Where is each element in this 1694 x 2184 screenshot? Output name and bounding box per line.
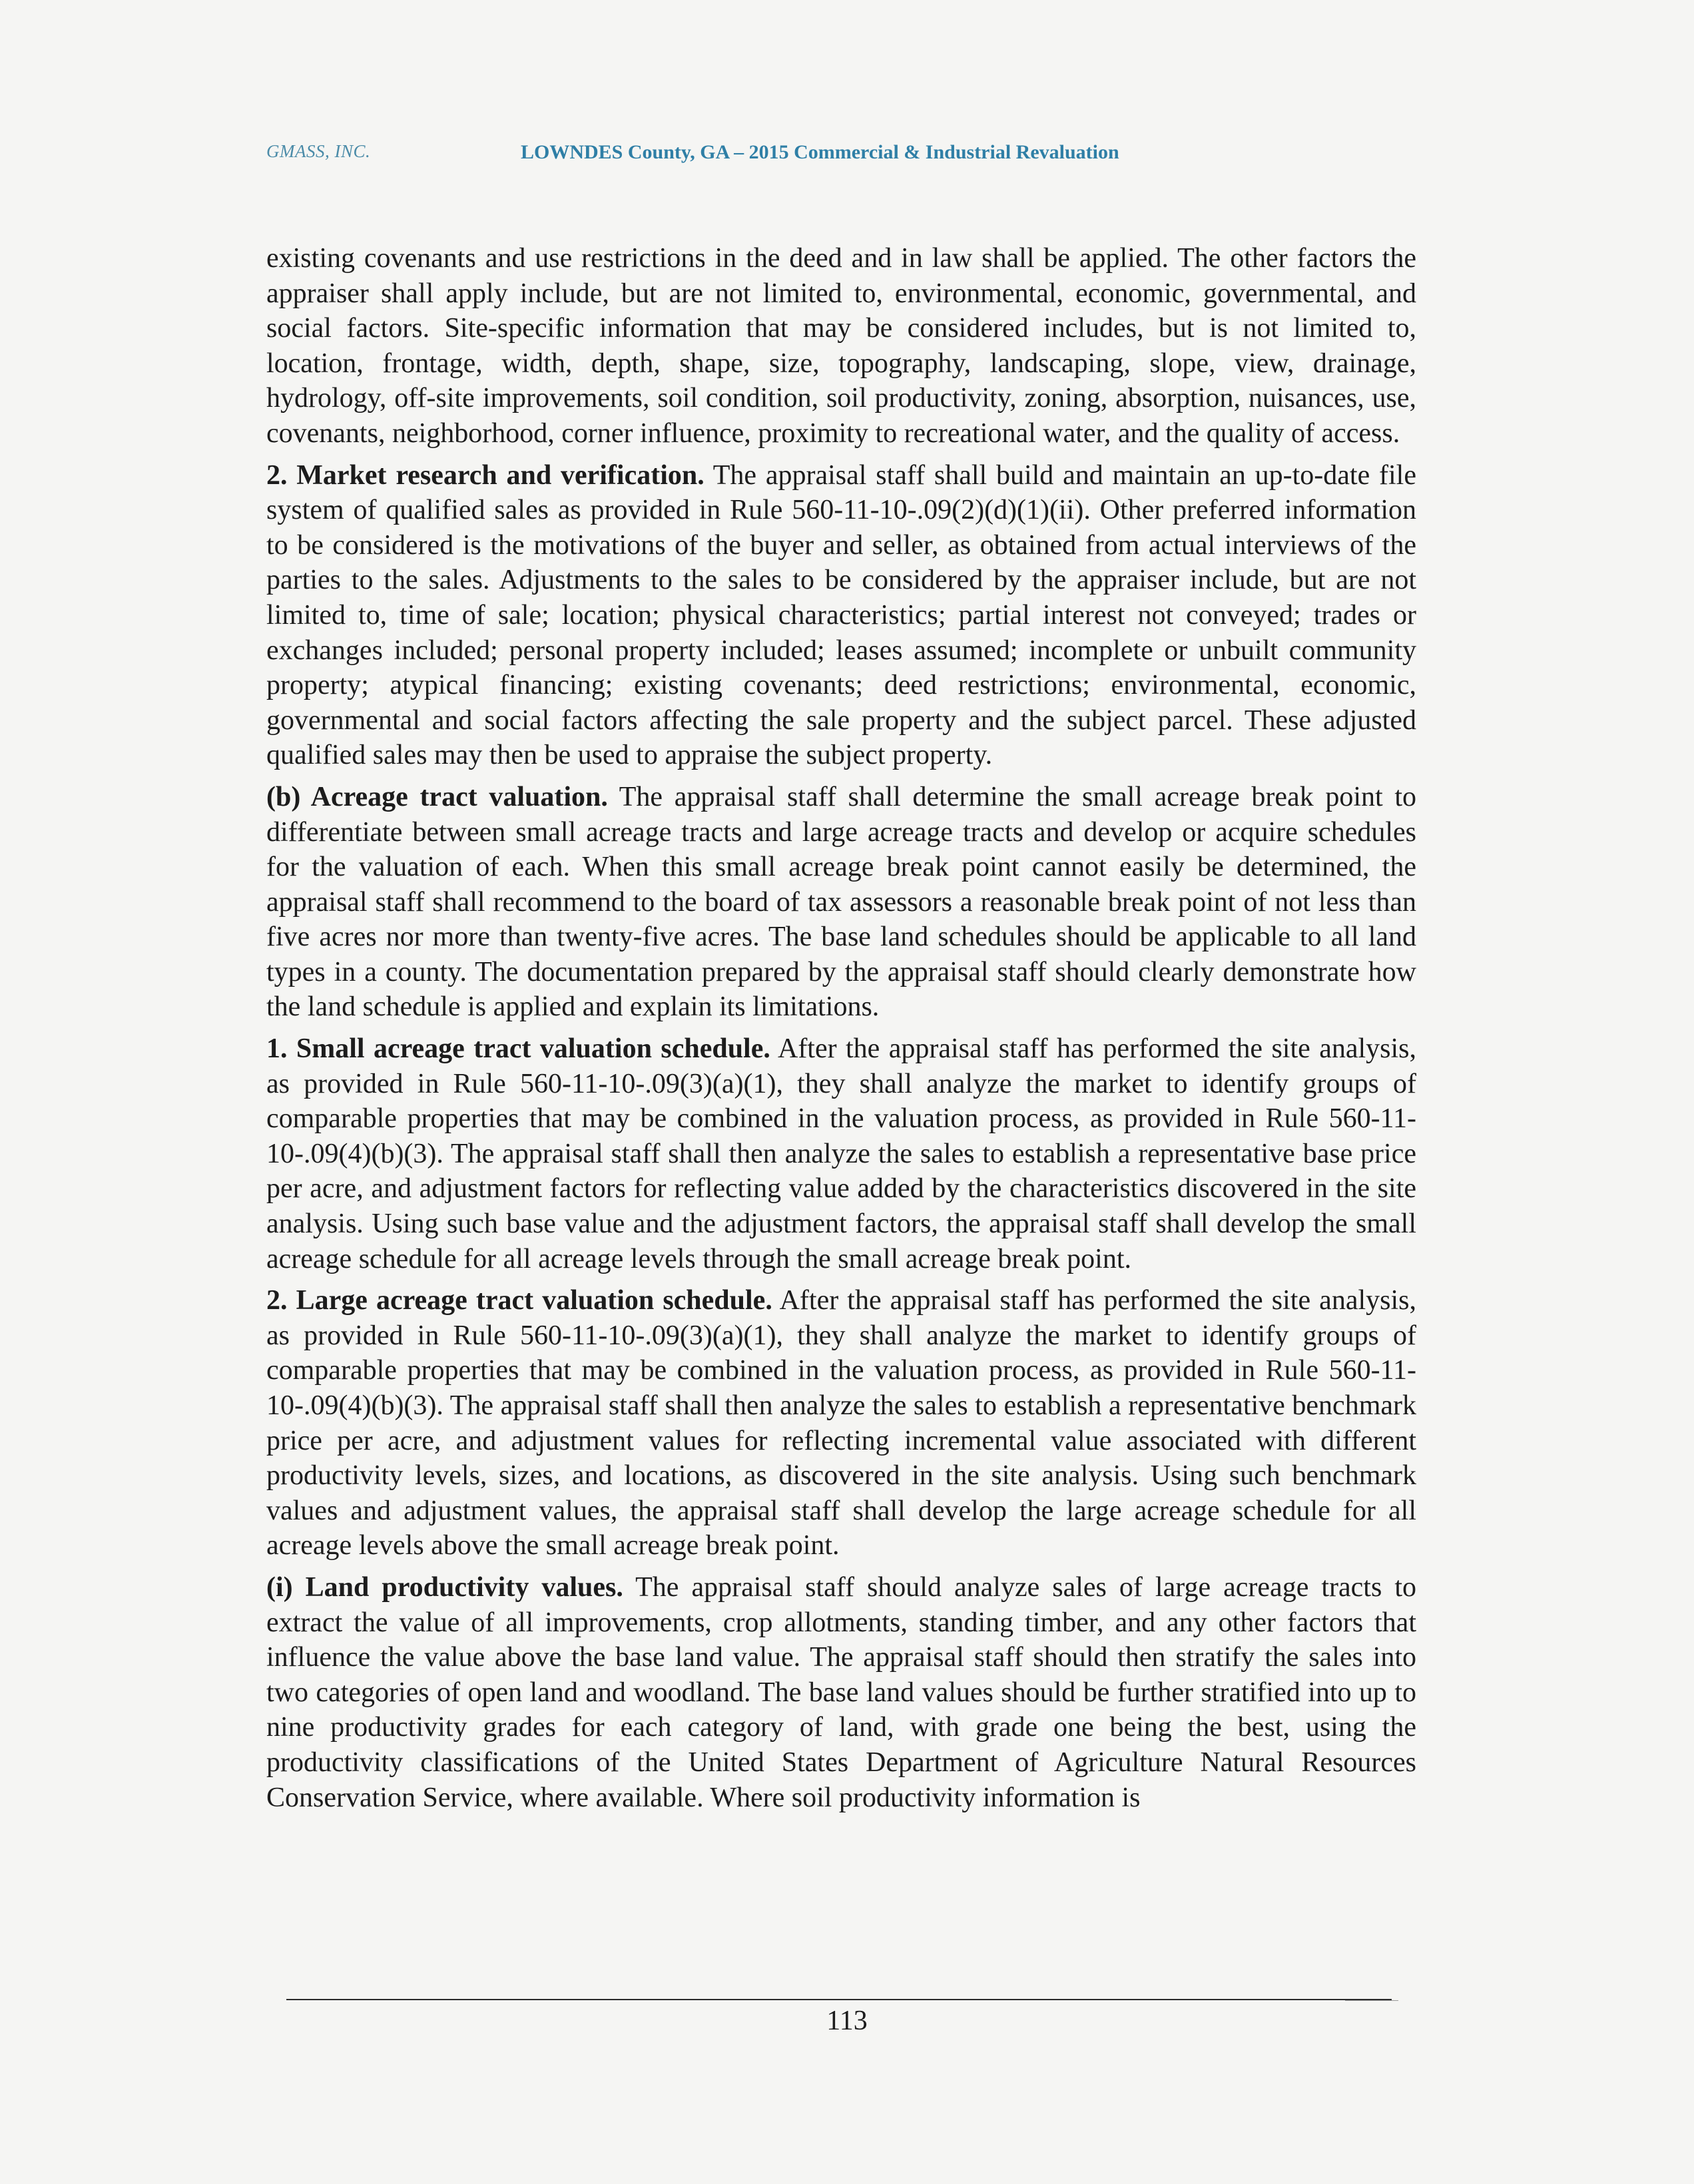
paragraph-heading: 2. Market research and verification. [266,459,705,491]
paragraph-heading: 2. Large acreage tract valuation schedule. [266,1285,772,1316]
paragraph-heading: (b) Acreage tract valuation. [266,781,608,812]
paragraph-text: existing covenants and use restrictions in the deed and in law shall be applied. The other factors the appraiser shall apply include, but are not limited to, environmental, economic, governmental, and social factors. Site-specific information that may be considered includes, but is not limited to, location, frontage, width, depth, shape, size, topography, landscaping, slope, view, drainage, hydrology, off-site improvements, soil condition, soil productivity, zoning, absorption, nuisances, use, covenants, neighborhood, corner influence, proximity to recreational water, and the quality of access. [266,243,1416,449]
header-company: GMASS, INC. [266,141,371,161]
page-header [266,141,1465,174]
header-title: LOWNDES County, GA – 2015 Commercial & Industrial Revaluation [521,141,1119,163]
paragraph-text: After the appraisal staff has performed the site analysis, as provided in Rule 560-11-10-.09(3)(a)(1), they shall analyze the market to identify groups of comparable properties that may be combined in the valuation process, as provided in Rule 560-11-10-.09(4)(b)(3). The appraisal staff shall then analyze the sales to establish a representative benchmark price per acre, and adjustment values for reflecting incremental value associated with different productivity levels, sizes, and locations, as discovered in the site analysis. Using such benchmark values and adjustment values, the appraisal staff shall develop the large acreage schedule for all acreage levels above the small acreage break point. [266,1285,1416,1561]
paragraph-text: The appraisal staff shall build and maintain an up-to-date file system of qualified sales as provided in Rule 560-11-10-.09(2)(d)(1)(ii). Other preferred information to be considered is the motivations of the buyer and seller, as obtained from actual interviews of the parties to the sales. Adjustments to the sales to be considered by the appraiser include, but are not limited to, time of sale; location; physical characteristics; partial interest not conveyed; trades or exchanges included; personal property included; leases assumed; incomplete or unbuilt community property; atypical financing; existing covenants; deed restrictions; environmental, economic, governmental and social factors affecting the sale property and the subject parcel. These adjusted qualified sales may then be used to appraise the subject property. [266,459,1416,771]
paragraph-text: The appraisal staff should analyze sales of large acreage tracts to extract the value of all improvements, crop allotments, standing timber, and any other factors that influence the value above the base land value. The appraisal staff should then stratify the sales into two categories of open land and woodland. The base land values should be further stratified into up to nine productivity grades for each category of land, with grade one being the best, using the productivity classifications of the United States Department of Agriculture Natural Resources Conservation Service, where available. Where soil productivity information is [266,1571,1416,1813]
paragraph-text: The appraisal staff shall determine the small acreage break point to differentiate between small acreage tracts and large acreage tracts and develop or acquire schedules for the valuation of each. When this small acreage break point cannot easily be determined, the appraisal staff shall recommend to the board of tax assessors a reasonable break point of not less than five acres nor more than twenty-five acres. The base land schedules should be applicable to all land types in a county. The documentation prepared by the appraisal staff should clearly demonstrate how the land schedule is applied and explain its limitations. [266,781,1416,1023]
document-body [266,241,1416,1822]
footer-divider-faint [1345,2000,1398,2001]
paragraph-heading: (i) Land productivity values. [266,1571,623,1603]
paragraph-heading: 1. Small acreage tract valuation schedule. [266,1033,770,1065]
paragraph-large-acreage-schedule [266,1283,1416,1563]
paragraph-site-factors [266,241,1416,451]
page-number: 113 [826,2006,868,2036]
paragraph-market-research [266,458,1416,773]
paragraph-land-productivity [266,1570,1416,1815]
paragraph-text: After the appraisal staff has performed the site analysis, as provided in Rule 560-11-10-.09(3)(a)(1), they shall analyze the market to identify groups of comparable properties that may be combined in the valuation process, as provided in Rule 560-11-10-.09(4)(b)(3). The appraisal staff shall then analyze the sales to establish a representative base price per acre, and adjustment factors for reflecting value added by the characteristics discovered in the site analysis. Using such base value and the adjustment factors, the appraisal staff shall develop the small acreage schedule for all acreage levels through the small acreage break point. [266,1033,1417,1274]
paragraph-acreage-tract-valuation [266,780,1416,1025]
footer-divider [286,1999,1392,2000]
paragraph-small-acreage-schedule [266,1031,1416,1276]
